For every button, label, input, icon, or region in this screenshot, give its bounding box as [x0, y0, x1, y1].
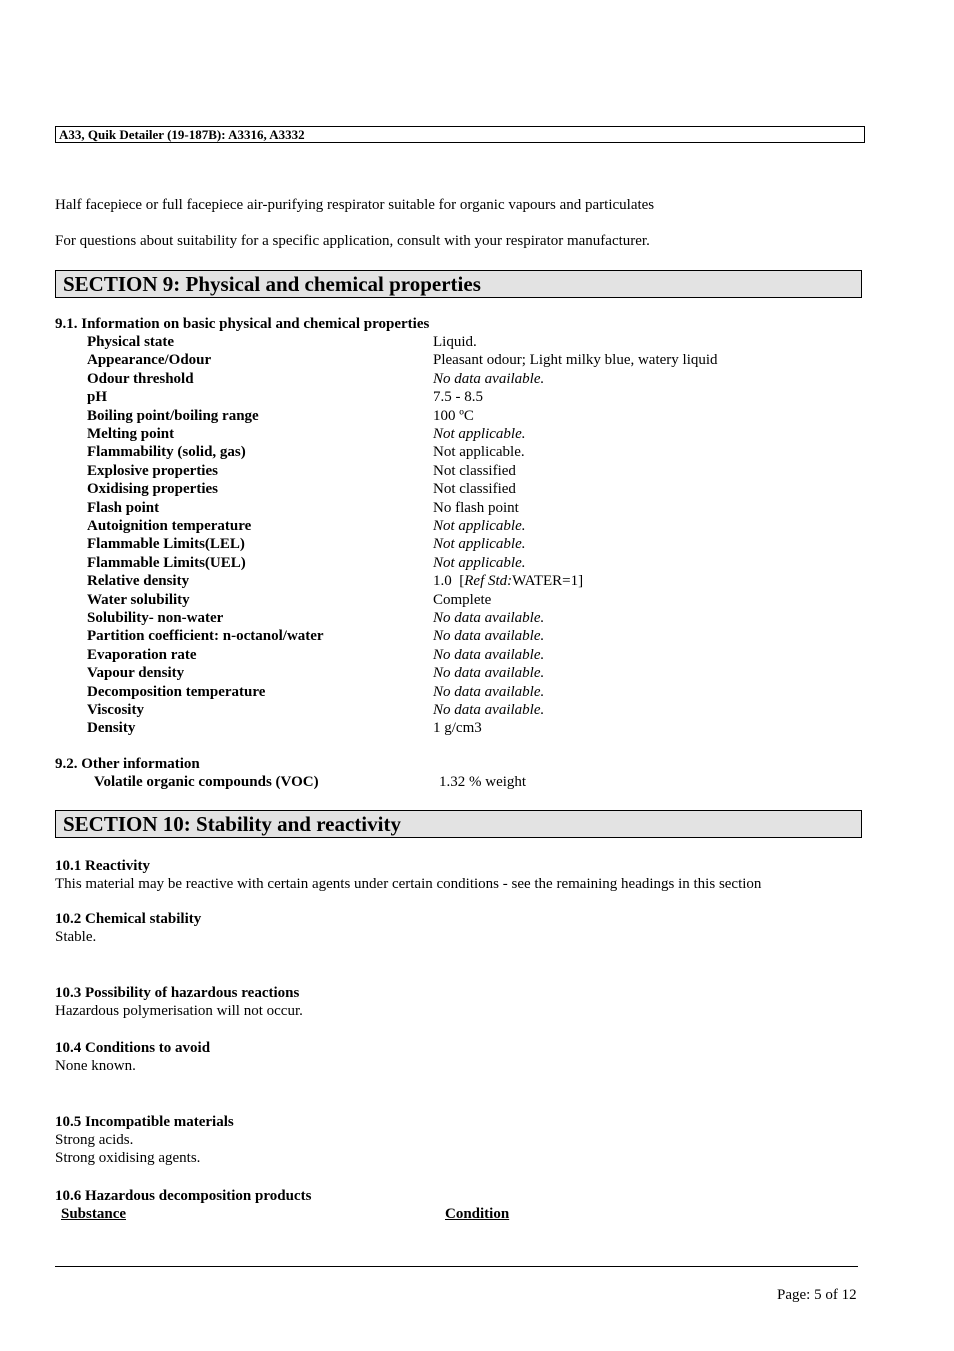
subheading-9-2: 9.2. Other information — [55, 756, 200, 772]
property-label: Oxidising properties — [87, 481, 218, 498]
property-label: Flammability (solid, gas) — [87, 444, 246, 461]
property-row — [0, 407, 954, 425]
property-value: No data available. — [433, 628, 545, 645]
voc-label: Volatile organic compounds (VOC) — [94, 774, 319, 790]
property-row — [0, 554, 954, 572]
property-row — [0, 443, 954, 461]
property-label: Odour threshold — [87, 370, 194, 387]
property-value-main: 1.0 [ — [433, 573, 465, 590]
property-label: Density — [87, 720, 136, 737]
property-row — [0, 572, 954, 590]
property-row — [0, 388, 954, 406]
property-label: Explosive properties — [87, 462, 218, 479]
column-header-substance: Substance — [61, 1206, 127, 1222]
property-value — [433, 572, 583, 590]
property-label: Vapour density — [87, 665, 185, 682]
property-row — [0, 664, 954, 682]
text-10-4: None known. — [55, 1058, 136, 1074]
property-value: 7.5 - 8.5 — [433, 389, 483, 406]
property-value: 1 g/cm3 — [433, 720, 482, 737]
page-number: Page: 5 of 12 — [777, 1287, 857, 1303]
property-row — [0, 646, 954, 664]
property-ref-value: WATER=1] — [512, 573, 584, 590]
property-label: Boiling point/boiling range — [87, 407, 259, 424]
property-row — [0, 462, 954, 480]
property-label: Physical state — [87, 334, 175, 350]
footer-divider — [55, 1266, 858, 1267]
text-10-5-oxidisers: Strong oxidising agents. — [55, 1150, 201, 1166]
property-row — [0, 517, 954, 535]
property-row — [0, 609, 954, 627]
property-row — [0, 683, 954, 701]
property-row — [0, 425, 954, 443]
property-row — [0, 591, 954, 609]
property-row — [0, 535, 954, 553]
property-row — [0, 701, 954, 719]
heading-10-2: 10.2 Chemical stability — [55, 911, 202, 927]
property-value: Not applicable. — [433, 518, 526, 534]
property-value: No data available. — [433, 646, 545, 663]
property-value: No data available. — [433, 665, 545, 682]
heading-10-3: 10.3 Possibility of hazardous reactions — [55, 985, 300, 1001]
section-9-title: SECTION 9: Physical and chemical properties — [55, 270, 862, 298]
property-value: Not classified — [433, 462, 516, 479]
property-row — [0, 719, 954, 737]
property-ref-label: Ref Std: — [464, 573, 513, 590]
subheading-9-1: 9.1. Information on basic physical and chemical properties — [55, 316, 430, 332]
property-value: Not classified — [433, 481, 516, 498]
text-10-5-acids: Strong acids. — [55, 1132, 134, 1148]
property-value: Not applicable. — [433, 554, 526, 571]
property-value: No data available. — [433, 370, 545, 387]
text-10-3: Hazardous polymerisation will not occur. — [55, 1003, 303, 1019]
property-value: No flash point — [433, 499, 519, 516]
property-value: No data available. — [433, 702, 545, 718]
property-label: Melting point — [87, 426, 175, 442]
property-label: Viscosity — [87, 702, 144, 718]
property-value: Not applicable. — [433, 536, 526, 553]
heading-10-5: 10.5 Incompatible materials — [55, 1114, 234, 1130]
property-value: No data available. — [433, 610, 545, 626]
property-label: Partition coefficient: n-octanol/water — [87, 628, 324, 645]
property-label: Flammable Limits(LEL) — [87, 536, 245, 553]
text-10-2: Stable. — [55, 929, 97, 945]
property-value: Complete — [433, 591, 492, 608]
product-header: A33, Quik Detailer (19-187B): A3316, A3332 — [55, 126, 865, 143]
heading-10-4: 10.4 Conditions to avoid — [55, 1040, 211, 1056]
voc-value: 1.32 % weight — [439, 774, 527, 790]
respirator-text: Half facepiece or full facepiece air-purifying respirator suitable for organic vapours and particulates — [55, 197, 655, 213]
property-label: Evaporation rate — [87, 646, 197, 663]
section-10-title: SECTION 10: Stability and reactivity — [55, 810, 862, 838]
property-row — [0, 351, 954, 369]
property-label: Relative density — [87, 573, 190, 590]
property-value: Not applicable. — [433, 426, 526, 442]
property-row — [0, 499, 954, 517]
property-label: Solubility- non-water — [87, 610, 224, 626]
property-label: Water solubility — [87, 591, 190, 608]
property-value: Pleasant odour; Light milky blue, watery liquid — [433, 352, 718, 369]
text-10-1: This material may be reactive with certain agents under certain conditions - see the remaining headings in this section — [55, 876, 762, 892]
property-value: Not applicable. — [433, 444, 525, 461]
property-row — [0, 333, 954, 351]
property-value: Liquid. — [433, 334, 477, 350]
heading-10-6: 10.6 Hazardous decomposition products — [55, 1188, 312, 1204]
property-label: Autoignition temperature — [87, 518, 252, 534]
heading-10-1: 10.1 Reactivity — [55, 858, 150, 874]
property-label: Flash point — [87, 499, 160, 516]
property-label: pH — [87, 389, 108, 406]
column-header-condition: Condition — [445, 1206, 510, 1222]
property-value: No data available. — [433, 683, 545, 700]
property-label: Appearance/Odour — [87, 352, 212, 369]
property-value: 100 ºC — [433, 407, 474, 424]
respirator-questions-text: For questions about suitability for a specific application, consult with your respirator manufacturer. — [55, 233, 650, 249]
property-label: Decomposition temperature — [87, 683, 266, 700]
property-label: Flammable Limits(UEL) — [87, 554, 246, 571]
property-row — [0, 627, 954, 645]
property-row — [0, 370, 954, 388]
property-row — [0, 480, 954, 498]
